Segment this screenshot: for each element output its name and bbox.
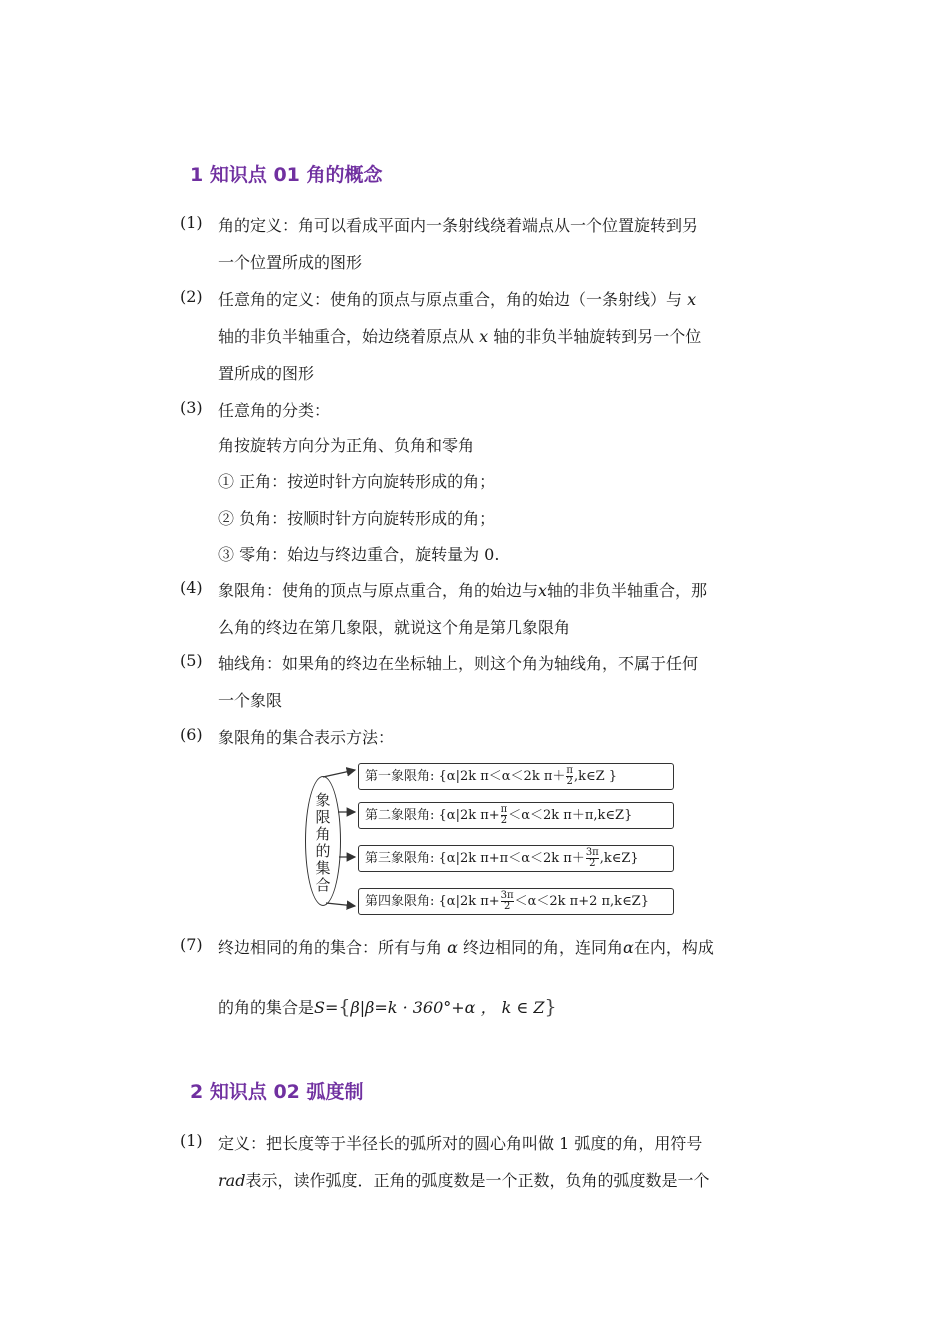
brace-right: } (544, 996, 557, 1018)
box-formula: {α|2k π+ (438, 894, 500, 909)
text-span: 终边相同的角，连同角 (457, 938, 623, 957)
item-text: 角按旋转方向分为正角、负角和零角 (218, 436, 475, 455)
quadrant-set-box-3 (358, 845, 674, 872)
sub-item: ① 正角：按逆时针方向旋转形成的角； (218, 472, 496, 491)
box-formula: ,k∈Z} (599, 851, 639, 866)
box-label: 第二象限角: (365, 808, 439, 823)
fraction (501, 805, 508, 826)
frac-num: 3π (585, 847, 599, 858)
item-text: 象限角的集合表示方法： (218, 728, 395, 747)
diagram-center-label: 象限角的集合 (315, 791, 331, 894)
text-span: 在内，构成 (633, 938, 714, 957)
arrow-q4 (326, 903, 355, 906)
box-formula: ＜α＜2k π+2 π,k∈Z} (514, 894, 649, 909)
frac-den: 2 (566, 776, 573, 787)
box-label: 第四象限角: (365, 894, 439, 909)
set-formula: β|β=k · 360°+α ， k ∈ Z (350, 998, 545, 1017)
sub-item: ② 负角：按顺时针方向旋转形成的角； (218, 509, 496, 528)
text-span: 象限角：使角的顶点与原点重合，角的始边与 (218, 581, 539, 600)
fraction (586, 848, 599, 869)
item-text: 角的定义：角可以看成平面内一条射线绕着端点从一个位置旋转到另 (218, 216, 699, 235)
math-var: α (623, 938, 634, 957)
box-formula: {α|2k π+ (438, 808, 500, 823)
item-text: 置所成的图形 (218, 364, 315, 383)
frac-den: 2 (500, 815, 508, 826)
arrow-q1 (323, 770, 355, 777)
box-label: 第一象限角: (365, 769, 439, 784)
item-text: 么角的终边在第几象限，就说这个角是第几象限角 (218, 618, 571, 637)
text-span: 终边相同的角的集合：所有与角 (218, 938, 448, 957)
text-span: 表示，读作弧度．正角的弧度数是一个正数，负角的弧度数是一个 (245, 1171, 710, 1190)
item-text: 一个象限 (218, 691, 283, 710)
box-formula: ,k∈Z } (573, 769, 618, 784)
math-var: rad (218, 1171, 246, 1190)
text-span: 轴的非负半轴重合，始边绕着原点从 (218, 327, 480, 346)
text-span: = (324, 998, 339, 1017)
box-label: 第三象限角: (365, 851, 439, 866)
item-number: (2) (180, 287, 203, 306)
item-number: (4) (180, 578, 203, 597)
frac-num: 3π (500, 890, 514, 901)
frac-num: π (500, 804, 508, 815)
fraction (566, 766, 573, 787)
math-var: x (538, 581, 548, 600)
frac-den: 2 (501, 901, 514, 912)
frac-den: 2 (586, 858, 599, 869)
item-number: (7) (180, 935, 203, 954)
math-var: α (447, 938, 458, 957)
frac-num: π (566, 765, 573, 776)
text-span: 任意角的定义：使角的顶点与原点重合，角的始边（一条射线）与 (218, 290, 688, 309)
item-text: 一个位置所成的图形 (218, 253, 363, 272)
item-text: 轴线角：如果角的终边在坐标轴上，则这个角为轴线角，不属于任何 (218, 654, 699, 673)
box-formula: {α|2k π+π＜α＜2k π＋ (438, 851, 585, 866)
item-text (218, 995, 557, 1018)
item-number: (1) (180, 213, 203, 232)
item-text (218, 935, 714, 958)
brace-left: { (338, 996, 351, 1018)
item-number: (6) (180, 725, 203, 744)
item-text: 任意角的分类： (218, 401, 331, 420)
box-formula: {α|2k π＜α＜2k π＋ (438, 769, 566, 784)
item-number: (1) (180, 1131, 203, 1150)
section-heading-1: 1 知识点 01 角的概念 (190, 164, 383, 186)
text-span: 轴的非负半轴重合，那 (547, 581, 708, 600)
text-span: 轴的非负半轴旋转到另一个位 (488, 327, 702, 346)
item-text (218, 1168, 709, 1191)
sub-item: ③ 零角：始边与终边重合，旋转量为 0. (218, 545, 500, 564)
fraction (501, 891, 514, 912)
item-number: (5) (180, 651, 203, 670)
quadrant-set-box-4 (358, 888, 674, 915)
item-text: 定义：把长度等于半径长的弧所对的圆心角叫做 1 弧度的角，用符号 (218, 1134, 703, 1153)
section-heading-2: 2 知识点 02 弧度制 (190, 1081, 364, 1103)
box-formula: ＜α＜2k π＋π,k∈Z} (508, 808, 633, 823)
math-var: S (314, 998, 325, 1017)
math-var: x (479, 327, 489, 346)
text-span: 的角的集合是 (218, 998, 315, 1017)
quadrant-set-box-2 (358, 802, 674, 829)
math-var: x (687, 290, 697, 309)
item-number: (3) (180, 398, 203, 417)
quadrant-set-box-1 (358, 763, 674, 790)
